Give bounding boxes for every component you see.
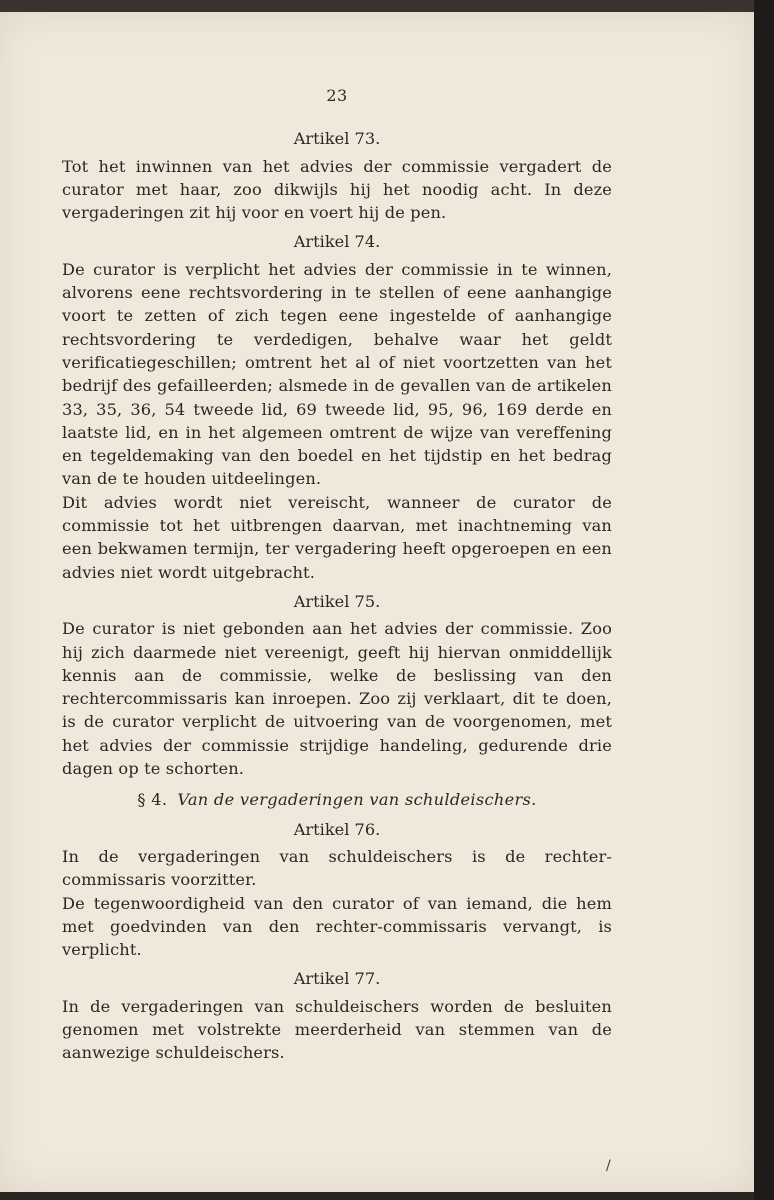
article-heading: Artikel 75. [293, 591, 381, 611]
section-title: Van de vergaderingen van schuldeischers. [177, 790, 537, 810]
paragraph: De curator is verplicht het advies der commissie in te winnen, alvorens eene rechtsvordering in te stellen of eene aanhangige voort te zetten of zich tegen eene ingestelde of aanhangige rechtsvordering te verdedigen, behalve waar het geldt verificatiegeschillen; omtrent het al of niet voortzetten van het bedrijf des gefailleerden; alsmede in de gevallen van de artikelen 33, 35, 36, 54 tweede lid, 69 tweede lid, 95, 96, 169 derde en laatste lid, en in het algemeen omtrent de wijze van vereffening en tegeldemaking van den boedel en het tijdstip en het bedrag van de te houden uitdeelingen. [62, 259, 612, 489]
article-heading: Artikel 77. [293, 969, 381, 989]
paragraph: In de vergaderingen van schuldeischers worden de besluiten genomen met volstrekte meerderheid van stemmen van de aanwezige schuldeischers. [62, 996, 612, 1063]
scan-top-edge [0, 0, 774, 12]
article-heading: Artikel 76. [293, 819, 381, 839]
section-heading [62, 788, 612, 811]
paragraph: De curator is niet gebonden aan het advies der commissie. Zoo hij zich daarmede niet vereenigt, geeft hij hiervan onmiddellijk kennis aan de commissie, welke de beslissing van den rechtercommissaris kan inroepen. Zoo zij verklaart, dit te doen, is de curator verplicht de uitvoering van de voorgenomen, met het advies der commissie strijdige handeling, gedurende drie dagen op te schorten. [62, 619, 612, 779]
section-number: § 4. [137, 790, 168, 810]
corner-pencil-mark: / [606, 1158, 611, 1174]
document-body [62, 84, 612, 1065]
article-heading: Artikel 74. [293, 232, 381, 252]
article-heading: Artikel 73. [293, 129, 381, 149]
paragraph: Tot het inwinnen van het advies der commissie vergadert de curator met haar, zoo dikwijls hij het noodig acht. In deze vergaderingen zit hij voor en voert hij de pen. [62, 156, 612, 223]
paragraph: In de vergaderingen van schuldeischers is de rechter-commissaris voorzitter. [62, 846, 612, 890]
page-number: 23 [326, 86, 348, 105]
scan-right-edge [754, 0, 774, 1200]
paragraph: De tegenwoordigheid van den curator of van iemand, die hem met goedvinden van den rechter-commissaris vervangt, is verplicht. [62, 893, 612, 960]
paragraph: Dit advies wordt niet vereischt, wanneer de curator de commissie tot het uitbrengen daarvan, met inachtneming van een bekwamen termijn, ter vergadering heeft opgeroepen en een advies niet wordt uitgebracht. [62, 492, 612, 582]
